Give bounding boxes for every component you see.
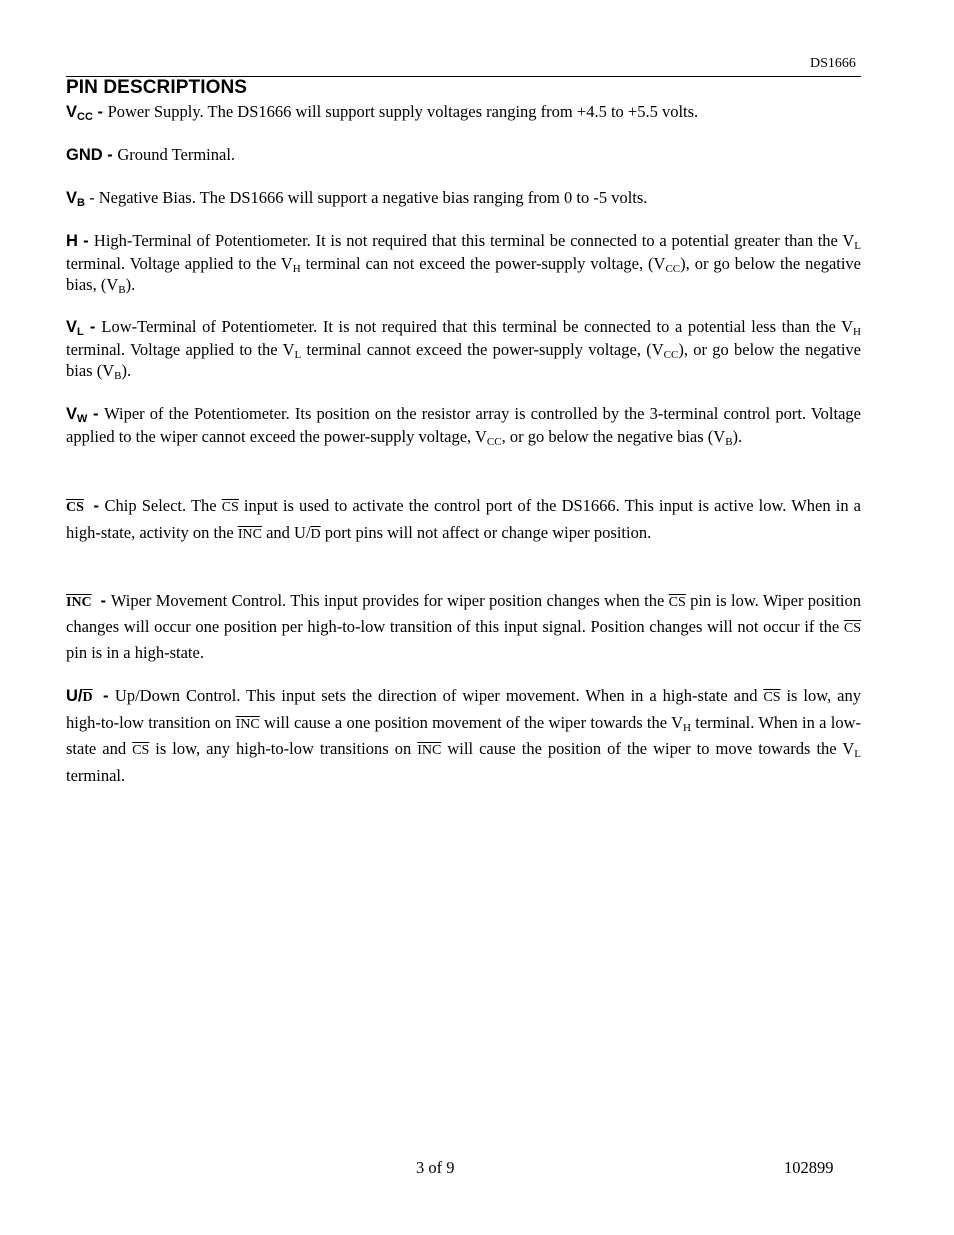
pin-h-text: High-Terminal of Potentiometer. It is not required that this terminal be connected to a potential greater than the $V_L$ terminal. Voltage applied to the $V_H$ terminal can not exceed the power-supply voltage, $(V_{CC})$, or go below the negative bias, $(V_B)$.	[66, 231, 862, 296]
pin-vw-description	[66, 403, 861, 447]
pin-vl-label: $V_L$ -	[66, 318, 102, 338]
pin-h-description	[66, 230, 861, 296]
document-id: DS1666	[810, 56, 856, 71]
pin-gnd-label: GND -	[66, 146, 118, 164]
pin-cs-text: Chip Select. The $\overline{CS}$ input is used to activate the control port of the DS1666. This input is active low. When in a high-state, activity on the $\overline{INC}$ and $U/\overline{D}$ port pins will not affect or change wiper position.	[66, 496, 861, 542]
pin-h-label: H -	[66, 232, 94, 250]
pin-inc-text: Wiper Movement Control. This input provides for wiper position changes when the $\overline{CS}$ pin is low. Wiper position changes will occur one position per high-to-low transition of this input signal. Position changes will not occur if the $\overline{CS}$ pin is in a high-state.	[66, 591, 861, 662]
pin-vb-text: - Negative Bias. The DS1666 will support a negative bias ranging from 0 to -5 volts.	[84, 188, 648, 207]
d-overline: $\overline{D}$	[310, 527, 321, 542]
inc-overline: $\overline{INC}$	[237, 527, 262, 542]
pin-ud-label: $U/\overline{D}$ -	[66, 687, 115, 705]
pin-inc-label: $\overline{INC}$ -	[66, 592, 111, 610]
cs-overline: $\overline{CS}$	[763, 690, 781, 705]
cs-overline: $\overline{CS}$	[843, 621, 861, 636]
pin-vl-text: Low-Terminal of Potentiometer. It is not required that this terminal be connected to a potential less than the $V_H$ terminal. Voltage applied to the $V_L$ terminal cannot exceed the power-supply voltage, $(V_{CC})$, or go below the negative bias $(V_B)$.	[66, 317, 861, 382]
cs-overline: $\overline{CS}$	[221, 500, 239, 515]
pin-vb-label: $V_B$	[66, 189, 85, 209]
pin-ud-description	[66, 684, 861, 788]
pin-gnd-text: Ground Terminal.	[117, 145, 236, 164]
document-code: 102899	[784, 1158, 834, 1177]
cs-overline: $\overline{CS}$	[668, 595, 686, 610]
pin-vw-label: $V_W$ -	[66, 405, 105, 425]
pin-gnd-description	[66, 144, 861, 167]
pin-cs-description	[66, 493, 861, 547]
pin-vl-description	[66, 316, 861, 382]
pin-vw-text: Wiper of the Potentiometer. Its position on the resistor array is controlled by the 3-terminal control port. Voltage applied to the wiper cannot exceed the power-supply voltage, $V_{CC}$, or go below the negative bias $(V_B)$.	[66, 404, 861, 448]
inc-overline: $\overline{INC}$	[417, 743, 442, 758]
pin-vcc-description	[66, 101, 861, 124]
pin-inc-description	[66, 589, 861, 665]
pin-vcc-label: $V_{CC}$ -	[66, 103, 108, 123]
pin-vb-description	[66, 187, 861, 210]
pin-vcc-text: Power Supply. The DS1666 will support supply voltages ranging from +4.5 to +5.5 volts.	[107, 102, 699, 121]
section-title: PIN DESCRIPTIONS	[66, 77, 248, 98]
inc-overline: $\overline{INC}$	[235, 716, 260, 732]
cs-overline: $\overline{CS}$	[132, 743, 150, 758]
pin-ud-text: Up/Down Control. This input sets the direction of wiper movement. When in a high-state and $\overline{CS}$ is low, any high-to-low transition on $\overline{INC}$ will cause a one position movement of the wiper towards the $V_H$ terminal. When in a low-state and $\overline{CS}$ is low, any high-to-low transitions on $\overline{INC}$ will cause the position of the wiper to move towards the $V_L$ terminal.	[66, 686, 862, 785]
page-number: 3 of 9	[416, 1158, 455, 1177]
pin-cs-label: $\overline{CS}$ -	[66, 497, 105, 515]
